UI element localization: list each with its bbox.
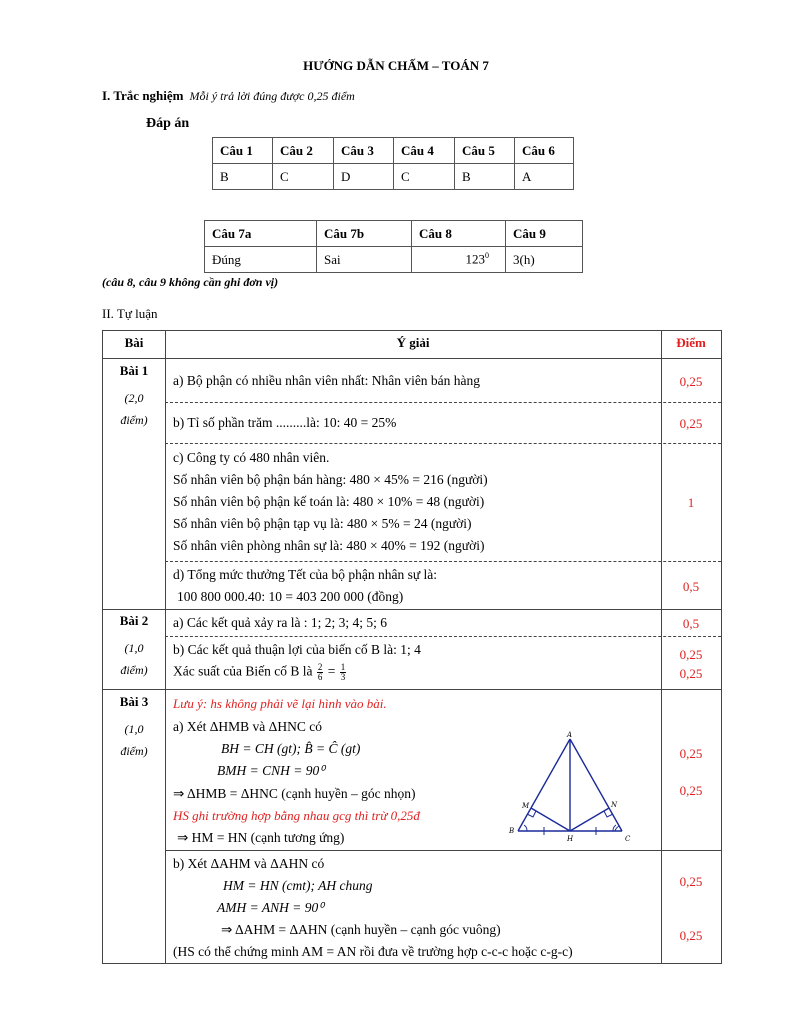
bai1-c-line: Số nhân viên bộ phận kế toán là: 480 × 10% = 48 (người) xyxy=(173,494,485,509)
bai1-c-line: Số nhân viên bộ phận tạp vụ là: 480 × 5% = 24 (người) xyxy=(173,516,472,531)
bai2-b2 xyxy=(173,663,347,682)
row-divider-dashed xyxy=(165,443,721,444)
table2-answer: 3(h) xyxy=(506,247,583,273)
bai3-a-line: BMH = CNH = 90⁰ xyxy=(217,763,325,778)
bai1-d-points: 0,5 xyxy=(682,579,700,594)
bai1-c-line: c) Công ty có 480 nhân viên. xyxy=(173,450,330,465)
bai3-b-points: 0,25 xyxy=(679,874,703,889)
table2-header: Câu 8 xyxy=(412,221,506,247)
table1-answer: A xyxy=(515,164,574,190)
bai3-a-line: a) Xét ΔHMB và ΔHNC có xyxy=(173,719,322,734)
table2-answer: Sai xyxy=(317,247,412,273)
fraction-1-3 xyxy=(340,663,347,682)
table2-header: Câu 9 xyxy=(506,221,583,247)
table2-header: Câu 7a xyxy=(205,221,317,247)
bai1-points-unit: điểm) xyxy=(120,413,148,427)
bai2-a-points: 0,5 xyxy=(682,616,700,631)
label-h: H xyxy=(567,835,574,843)
bai1-a: a) Bộ phận có nhiều nhân viên nhất: Nhân viên bán hàng xyxy=(173,373,481,388)
units-note: (câu 8, câu 9 không cần ghi đơn vị) xyxy=(102,275,279,289)
table1-answer: C xyxy=(273,164,334,190)
table1-header: Câu 1 xyxy=(213,138,273,164)
label-n: N xyxy=(611,801,618,809)
row-divider-dashed xyxy=(165,636,721,637)
bai1-c-line: Số nhân viên phòng nhân sự là: 480 × 40% = 192 (người) xyxy=(173,538,485,553)
bai2-points-unit: điểm) xyxy=(120,663,148,677)
bai2-b2-points: 0,25 xyxy=(679,666,703,681)
probability-label: Xác suất của Biến cố B là xyxy=(173,663,313,679)
bai3-points-unit: điểm) xyxy=(120,744,148,758)
table1-answer: B xyxy=(213,164,273,190)
bai2-label: Bài 2 xyxy=(119,613,149,628)
table1-answer: D xyxy=(334,164,394,190)
table1-header: Câu 2 xyxy=(273,138,334,164)
table1-header: Câu 6 xyxy=(515,138,574,164)
bai1-c-points: 1 xyxy=(687,495,695,510)
bai3-b-line: ⇒ ΔAHM = ΔAHN (cạnh huyền – cạnh góc vuông) xyxy=(221,922,501,937)
part1-instruction: Mỗi ý trả lời đúng được 0,25 điểm xyxy=(189,89,355,103)
part2-heading: II. Tự luận xyxy=(102,306,158,321)
table2-header: Câu 7b xyxy=(317,221,412,247)
bai1-b-points: 0,25 xyxy=(679,416,703,431)
segment-hn xyxy=(570,808,609,831)
bai3-b-line: HM = HN (cmt); AH chung xyxy=(223,878,373,893)
page-title: HƯỚNG DẪN CHẤM – TOÁN 7 xyxy=(303,58,489,73)
bai3-b-points: 0,25 xyxy=(679,928,703,943)
row-divider xyxy=(103,689,721,690)
fraction-denominator: 3 xyxy=(340,672,346,682)
label-c: C xyxy=(625,835,631,843)
bai2-b1: b) Các kết quả thuận lợi của biến cố B là: 1; 4 xyxy=(173,642,421,657)
bai2-b1-points: 0,25 xyxy=(679,647,703,662)
table1-answer: C xyxy=(394,164,455,190)
angle-value: 123 xyxy=(465,251,485,267)
label-a: A xyxy=(567,731,573,739)
equals-sign: = xyxy=(327,663,336,679)
answer-table-1 xyxy=(212,137,574,190)
bai1-points: (2,0 xyxy=(124,391,144,405)
angle-c2 xyxy=(615,826,619,831)
side-ac xyxy=(570,739,622,831)
bai1-d-line: 100 800 000.40: 10 = 403 200 000 (đồng) xyxy=(177,589,404,604)
bai1-d-line: d) Tổng mức thưởng Tết của bộ phận nhân sự là: xyxy=(173,567,438,582)
bai3-a-red-note: HS ghi trường hợp bằng nhau gcg thì trừ 0,25đ xyxy=(173,808,420,823)
row-divider-dashed xyxy=(165,402,721,403)
answer-table-2 xyxy=(204,220,583,273)
row-divider xyxy=(165,850,721,851)
part1-title: I. Trắc nghiệm xyxy=(102,88,184,103)
bai1-a-points: 0,25 xyxy=(679,374,703,389)
row-divider xyxy=(103,609,721,610)
side-ab xyxy=(518,739,570,831)
table2-answer-angle xyxy=(412,247,506,273)
fraction-numerator: 2 xyxy=(317,662,323,672)
bai3-label: Bài 3 xyxy=(119,694,149,709)
column-header-bai: Bài xyxy=(124,335,144,350)
label-b: B xyxy=(509,827,515,835)
column-header-diem: Điểm xyxy=(676,335,706,350)
bai2-points: (1,0 xyxy=(124,641,144,655)
fraction-numerator: 1 xyxy=(340,662,346,672)
table1-header: Câu 3 xyxy=(334,138,394,164)
angle-b xyxy=(524,825,527,831)
fraction-2-6 xyxy=(317,663,324,682)
label-m: M xyxy=(522,802,530,810)
segment-hm xyxy=(531,808,570,831)
bai3-b-line: (HS có thể chứng minh AM = AN rồi đưa về trường hợp c-c-c hoặc c-g-c) xyxy=(173,944,573,959)
bai3-a-points: 0,25 xyxy=(679,746,703,761)
row-divider-dashed xyxy=(165,561,721,562)
bai3-a-line: BH = CH (gt); B̂ = Ĉ (gt) xyxy=(221,741,361,756)
bai3-b-line: b) Xét ΔAHM và ΔAHN có xyxy=(173,856,325,871)
bai3-note: Lưu ý: hs không phải vẽ lại hình vào bài. xyxy=(173,696,387,711)
bai3-a-line: ⇒ ΔHMB = ΔHNC (cạnh huyền – góc nhọn) xyxy=(173,786,416,801)
bai3-a-conclusion: ⇒ HM = HN (cạnh tương ứng) xyxy=(177,830,345,845)
bai3-points: (1,0 xyxy=(124,722,144,736)
table1-header: Câu 5 xyxy=(455,138,515,164)
bai1-b: b) Tỉ số phần trăm .........là: 10: 40 = 25% xyxy=(173,415,397,430)
row-divider xyxy=(103,358,721,359)
degree-mark: 0 xyxy=(485,251,489,261)
part1-heading xyxy=(102,88,355,104)
table1-header: Câu 4 xyxy=(394,138,455,164)
column-header-ygiai: Ý giải xyxy=(396,335,430,350)
triangle-figure xyxy=(507,729,637,844)
bai1-c-line: Số nhân viên bộ phận bán hàng: 480 × 45% = 216 (người) xyxy=(173,472,488,487)
bai3-a-points: 0,25 xyxy=(679,783,703,798)
bai1-label: Bài 1 xyxy=(119,363,149,378)
essay-grading-table xyxy=(102,330,722,964)
bai2-a: a) Các kết quả xảy ra là : 1; 2; 3; 4; 5; 6 xyxy=(173,615,388,630)
bai3-b-line: AMH = ANH = 90⁰ xyxy=(217,900,324,915)
answer-label: Đáp án xyxy=(146,116,190,131)
table1-answer: B xyxy=(455,164,515,190)
table2-answer: Đúng xyxy=(205,247,317,273)
column-divider xyxy=(165,331,166,963)
fraction-denominator: 6 xyxy=(317,672,323,682)
